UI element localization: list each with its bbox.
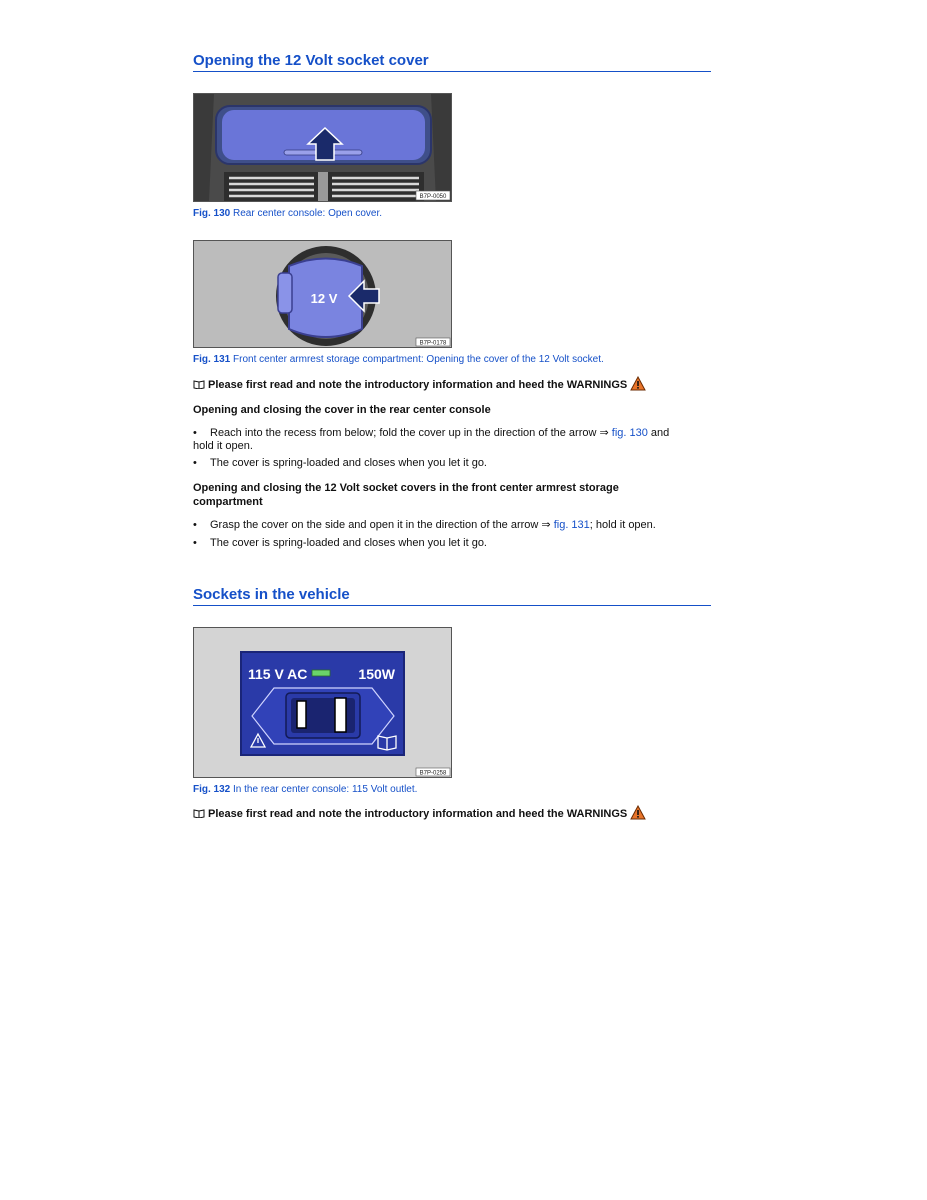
section-title-12v-cover: Opening the 12 Volt socket cover <box>193 52 711 72</box>
list-item-text: The cover is spring-loaded and closes when you let it go. <box>210 537 487 549</box>
socket-label: 12 V <box>310 291 338 306</box>
caption-fig-130 <box>193 208 382 219</box>
caption-text: Rear center console: Open cover. <box>230 208 382 219</box>
note-read-warnings-1 <box>193 376 646 394</box>
figure-link[interactable]: fig. 130 <box>611 427 648 439</box>
note-text: Please first read and note the introductory information and heed the WARNINGS <box>208 808 628 820</box>
list-item-text: The cover is spring-loaded and closes when you let it go. <box>210 457 487 469</box>
voltage-label: 115 V AC <box>248 666 308 682</box>
list-item <box>193 427 693 453</box>
caption-text: In the rear center console: 115 Volt outlet. <box>230 784 418 795</box>
led-indicator <box>312 670 330 676</box>
caption-fig-132 <box>193 784 417 795</box>
bullet-icon: • <box>193 427 197 439</box>
rear-console-illustration <box>194 94 451 201</box>
warning-triangle-icon <box>630 805 646 823</box>
figure-code: B7P-0258 <box>419 770 447 777</box>
list-item <box>193 537 693 550</box>
caption-fig-131 <box>193 354 604 365</box>
caption-number: Fig. 130 <box>193 208 231 219</box>
list-item <box>193 457 693 470</box>
figure-131 <box>193 240 452 348</box>
armrest-socket-illustration <box>194 241 451 347</box>
caption-number: Fig. 131 <box>193 354 231 365</box>
caption-text: Front center armrest storage compartment: Opening the cover of the 12 Volt socket. <box>230 354 604 365</box>
subheading-front-armrest: Opening and closing the 12 Volt socket covers in the front center armrest storage compartment <box>193 482 619 508</box>
bullet-icon: • <box>193 519 197 531</box>
note-text: Please first read and note the introductory information and heed the WARNINGS <box>208 379 628 391</box>
figure-code: B7P-0050 <box>419 194 447 200</box>
figure-130 <box>193 93 452 202</box>
wattage-label: 150W <box>358 666 395 682</box>
figure-132 <box>193 627 452 778</box>
list-item <box>193 519 693 532</box>
bullet-icon: • <box>193 537 197 549</box>
subheading-rear-console: Opening and closing the cover in the rear center console <box>193 404 491 416</box>
list-item-text: and <box>647 427 670 439</box>
outlet-115v-illustration <box>194 628 451 777</box>
figure-link[interactable]: fig. 131 <box>553 519 590 531</box>
book-icon <box>193 808 205 821</box>
warning-triangle-icon <box>630 376 646 394</box>
list-item-text: Reach into the recess from below; fold the cover up in the direction of the arrow ⇒ <box>210 427 612 439</box>
caption-number: Fig. 132 <box>193 784 231 795</box>
book-icon <box>193 379 205 392</box>
bullet-icon: • <box>193 457 197 469</box>
section-title-sockets: Sockets in the vehicle <box>193 586 711 606</box>
note-read-warnings-2 <box>193 805 646 823</box>
figure-code: B7P-0178 <box>419 340 447 347</box>
list-item-text: Grasp the cover on the side and open it in the direction of the arrow ⇒ <box>210 519 554 531</box>
list-item-text: hold it open. <box>193 440 253 452</box>
list-item-text: ; hold it open. <box>589 519 656 531</box>
